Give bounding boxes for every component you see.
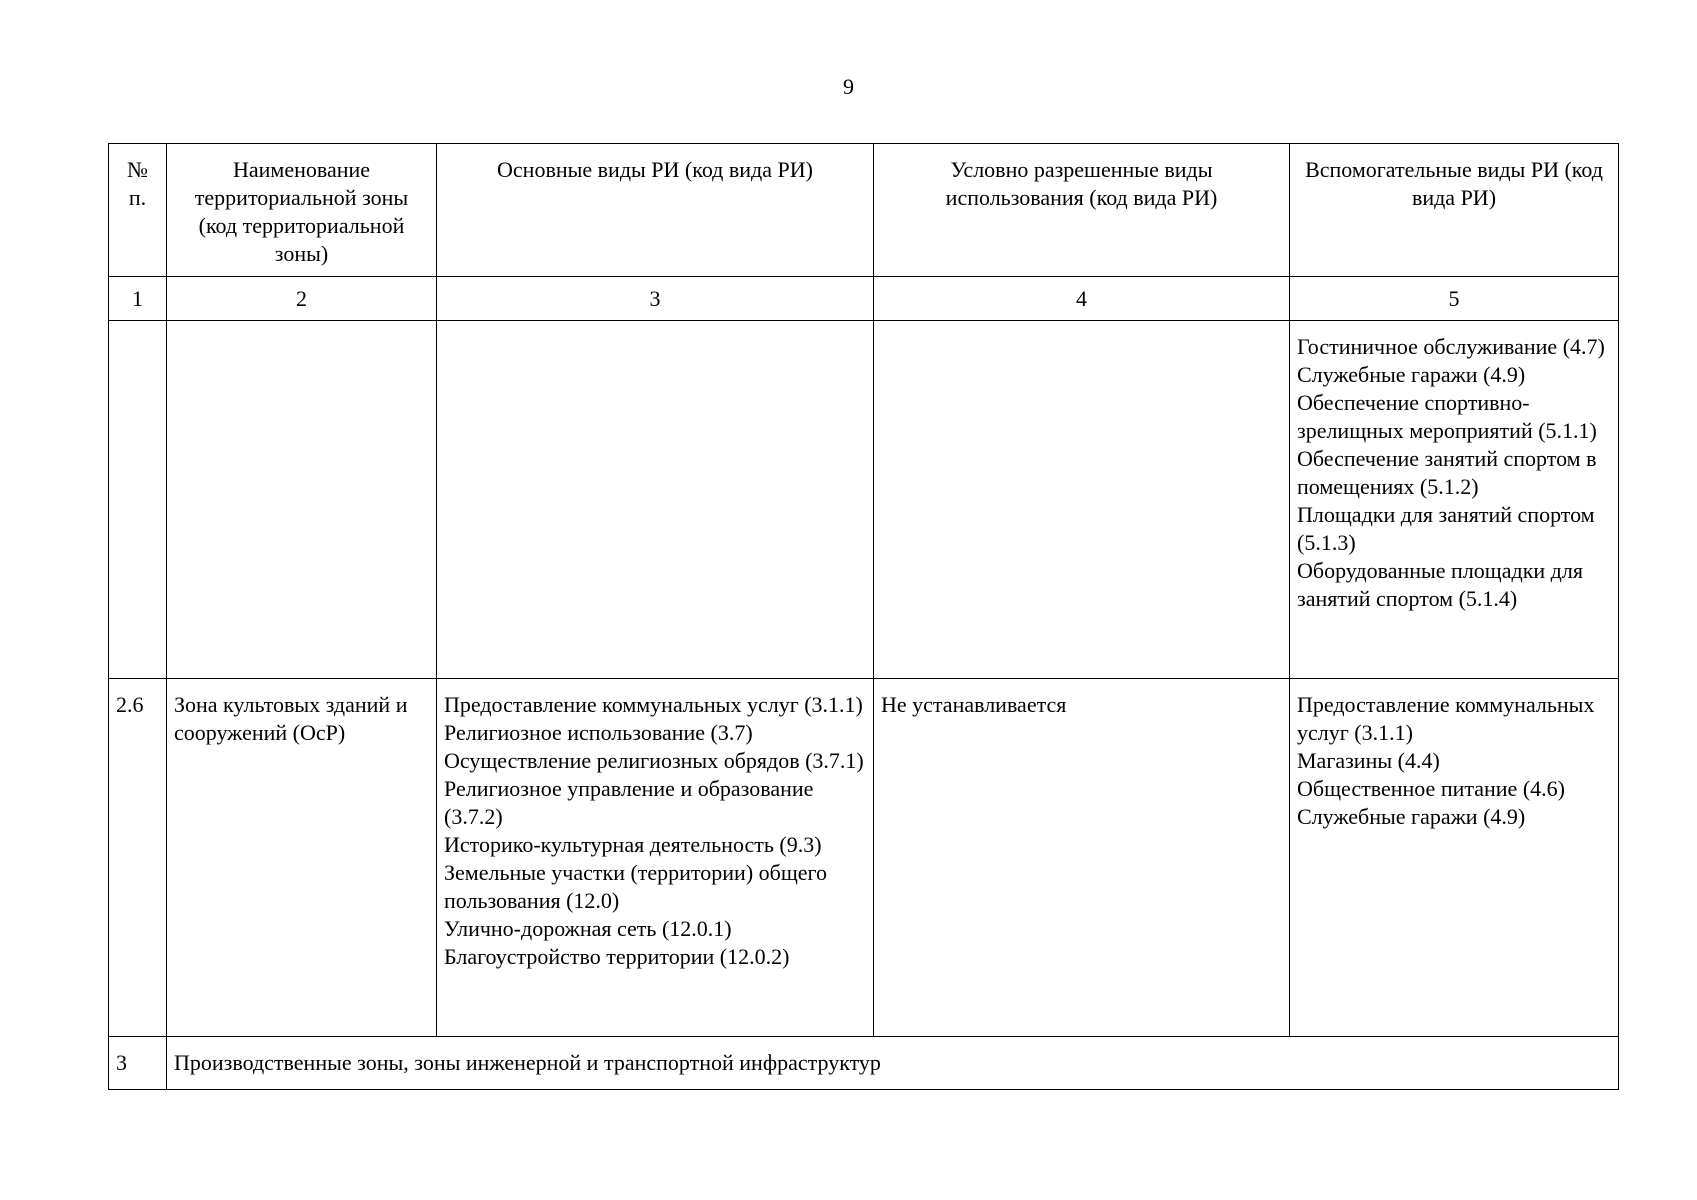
main-use-item: Осуществление религиозных обрядов (3.7.1) <box>444 748 864 773</box>
conditional-uses: Не устанавливается <box>874 679 1290 1037</box>
auxiliary-use-item: Предоставление коммунальных услуг (3.1.1) <box>1297 692 1595 745</box>
table-row <box>109 321 1619 679</box>
section-title: Производственные зоны, зоны инженерной и транспортной инфраструктур <box>167 1037 1619 1090</box>
zoning-table <box>108 143 1619 1090</box>
auxiliary-use-item: Магазины (4.4) <box>1297 748 1440 773</box>
auxiliary-use-item: Обеспечение занятий спортом в помещениях (5.1.2) <box>1297 446 1597 499</box>
main-use-item: Предоставление коммунальных услуг (3.1.1) <box>444 692 863 717</box>
section-number: 3 <box>109 1037 167 1090</box>
conditional-uses <box>874 321 1290 679</box>
header-conditional-uses: Условно разрешенные виды использования (код вида РИ) <box>874 144 1290 277</box>
column-number: 4 <box>874 277 1290 321</box>
auxiliary-use-item: Обеспечение спортивно-зрелищных мероприятий (5.1.1) <box>1297 390 1597 443</box>
page-number: 9 <box>843 74 854 99</box>
auxiliary-use-item: Площадки для занятий спортом (5.1.3) <box>1297 502 1595 555</box>
zone-name <box>167 321 437 679</box>
section-row <box>109 1037 1619 1090</box>
main-use-item: Улично-дорожная сеть (12.0.1) <box>444 916 732 941</box>
auxiliary-use-item: Оборудованные площадки для занятий спортом (5.1.4) <box>1297 558 1583 611</box>
main-use-item: Историко-культурная деятельность (9.3) <box>444 832 822 857</box>
column-number: 3 <box>437 277 874 321</box>
table-row <box>109 679 1619 1037</box>
row-number <box>109 321 167 679</box>
header-zone-name: Наименование территориальной зоны (код территориальной зоны) <box>167 144 437 277</box>
column-number: 5 <box>1290 277 1619 321</box>
main-use-item: Религиозное использование (3.7) <box>444 720 753 745</box>
main-use-item: Благоустройство территории (12.0.2) <box>444 944 790 969</box>
auxiliary-uses <box>1290 321 1619 679</box>
column-number: 1 <box>109 277 167 321</box>
main-uses <box>437 321 874 679</box>
row-number: 2.6 <box>109 679 167 1037</box>
main-uses <box>437 679 874 1037</box>
header-number: № п. <box>109 144 167 277</box>
column-numbers-row <box>109 277 1619 321</box>
header-auxiliary-uses: Вспомогательные виды РИ (код вида РИ) <box>1290 144 1619 277</box>
header-main-uses: Основные виды РИ (код вида РИ) <box>437 144 874 277</box>
main-use-item: Земельные участки (территории) общего пользования (12.0) <box>444 860 828 913</box>
table-header-row <box>109 144 1619 277</box>
auxiliary-uses <box>1290 679 1619 1037</box>
column-number: 2 <box>167 277 437 321</box>
auxiliary-use-item: Гостиничное обслуживание (4.7) <box>1297 334 1605 359</box>
main-use-item: Религиозное управление и образование (3.7.2) <box>444 776 814 829</box>
auxiliary-use-item: Служебные гаражи (4.9) <box>1297 804 1526 829</box>
auxiliary-use-item: Общественное питание (4.6) <box>1297 776 1565 801</box>
auxiliary-use-item: Служебные гаражи (4.9) <box>1297 362 1526 387</box>
zone-name: Зона культовых зданий и сооружений (ОсР) <box>167 679 437 1037</box>
